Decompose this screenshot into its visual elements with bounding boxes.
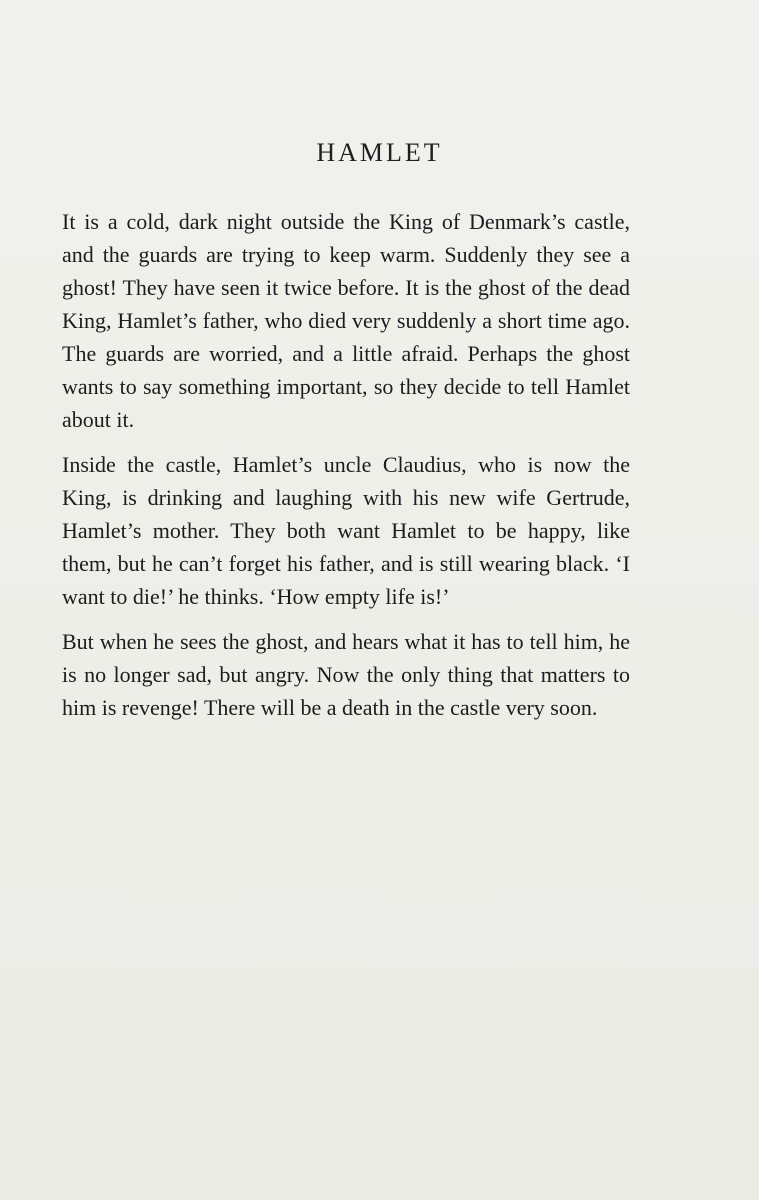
body-text [62,205,630,736]
paragraph-2: Inside the castle, Hamlet’s uncle Claudius, who is now the King, is drinking and laughing with his new wife Gertrude, Hamlet’s mother. They both want Hamlet to be happy, like them, but he can’t forget his father, and is still wearing black. ‘I want to die!’ he thinks. ‘How empty life is!’ [62,452,630,609]
page-title: HAMLET [316,138,443,167]
paragraph-3: But when he sees the ghost, and hears what it has to tell him, he is no longer sad, but angry. Now the only thing that matters to him is revenge! There will be a death in the castle very soon. [62,629,630,720]
paragraph-1: It is a cold, dark night outside the King of Denmark’s castle, and the guards are trying to keep warm. Suddenly they see a ghost! They have seen it twice before. It is the ghost of the dead King, Hamlet’s father, who died very suddenly a short time ago. The guards are worried, and a little afraid. Perhaps the ghost wants to say something important, so they decide to tell Hamlet about it. [62,209,630,432]
